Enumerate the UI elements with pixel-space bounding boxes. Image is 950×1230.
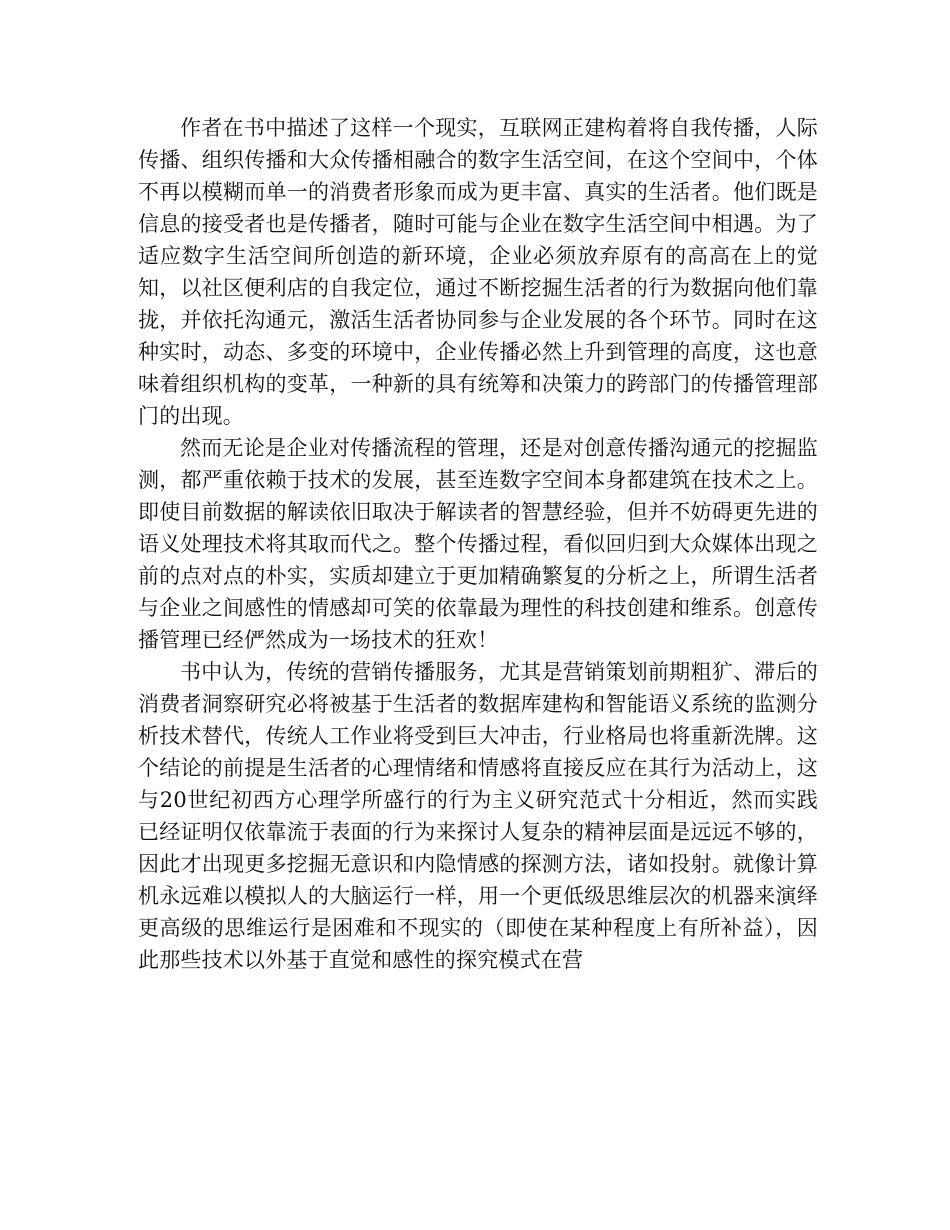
paragraph-2: 然而无论是企业对传播流程的管理，还是对创意传播沟通元的挖掘监测，都严重依赖于技术的发展，甚至连数字空间本身都建筑在技术之上。即使目前数据的解读依旧取决于解读者的智慧经验，但并不妨碍更先进的语义处理技术将其取而代之。整个传播过程，看似回归到大众媒体出现之前的点对点的朴实，实质却建立于更加精确繁复的分析之上，所谓生活者与企业之间感性的情感却可笑的依靠最为理性的科技创建和维系。创意传播管理已经俨然成为一场技术的狂欢！	[138, 436, 818, 652]
body-text	[138, 112, 818, 976]
paragraph-3: 书中认为，传统的营销传播服务，尤其是营销策划前期粗犷、滞后的消费者洞察研究必将被基于生活者的数据库建构和智能语义系统的监测分析技术替代，传统人工作业将受到巨大冲击，行业格局也将重新洗牌。这个结论的前提是生活者的心理情绪和情感将直接反应在其行为活动上，这与20世纪初西方心理学所盛行的行为主义研究范式十分相近，然而实践已经证明仅依靠流于表面的行为来探讨人复杂的精神层面是远远不够的，因此才出现更多挖掘无意识和内隐情感的探测方法，诸如投射。就像计算机永远难以模拟人的大脑运行一样，用一个更低级思维层次的机器来演绎更高级的思维运行是困难和不现实的（即使在某种程度上有所补益），因此那些技术以外基于直觉和感性的探究模式在营	[138, 660, 818, 972]
paragraph-1: 作者在书中描述了这样一个现实，互联网正建构着将自我传播，人际传播、组织传播和大众传播相融合的数字生活空间，在这个空间中，个体不再以模糊而单一的消费者形象而成为更丰富、真实的生活者。他们既是信息的接受者也是传播者，随时可能与企业在数字生活空间中相遇。为了适应数字生活空间所创造的新环境，企业必须放弃原有的高高在上的觉知，以社区便利店的自我定位，通过不断挖掘生活者的行为数据向他们靠拢，并依托沟通元，激活生活者协同参与企业发展的各个环节。同时在这种实时，动态、多变的环境中，企业传播必然上升到管理的高度，这也意味着组织机构的变革，一种新的具有统筹和决策力的跨部门的传播管理部门的出现。	[138, 116, 818, 428]
